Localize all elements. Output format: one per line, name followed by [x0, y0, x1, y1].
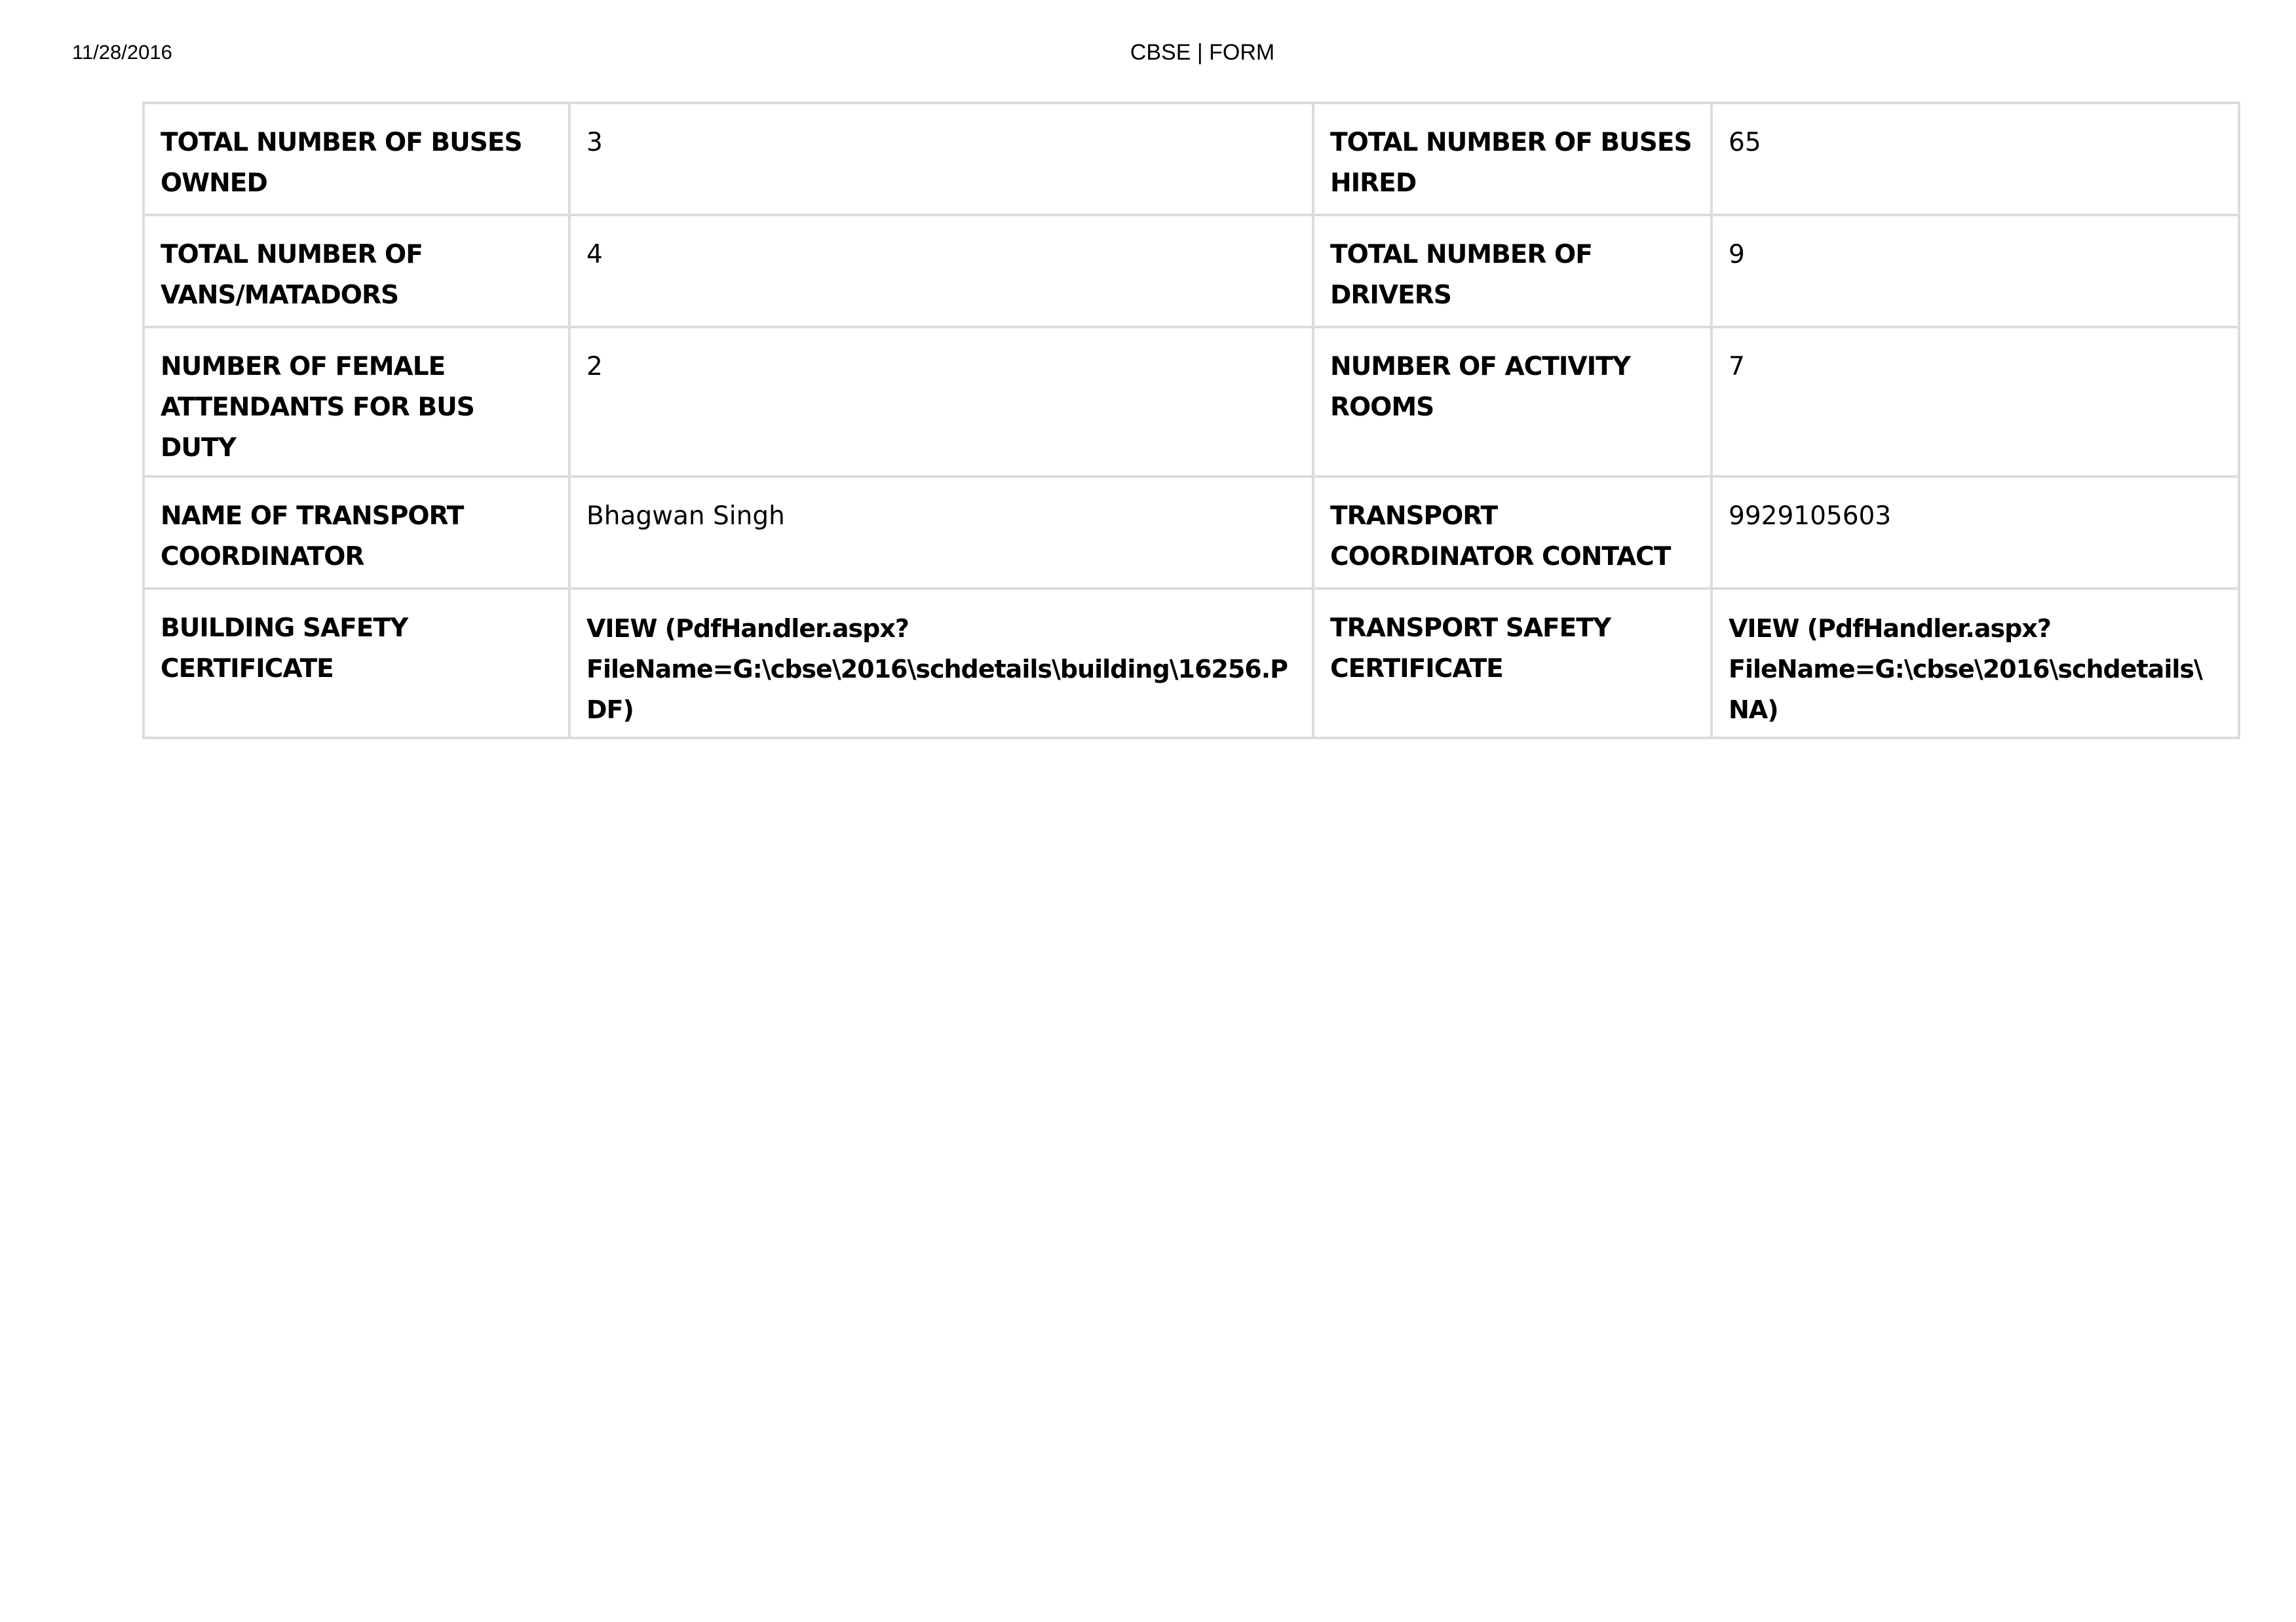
- table-row: [144, 215, 2239, 327]
- buses-owned-value: 3: [569, 103, 1313, 215]
- transport-coordinator-contact-label: TRANSPORT COORDINATOR CONTACT: [1313, 476, 1712, 589]
- transport-coordinator-contact-value: 9929105603: [1712, 476, 2239, 589]
- drivers-label: TOTAL NUMBER OF DRIVERS: [1313, 215, 1712, 327]
- activity-rooms-label: NUMBER OF ACTIVITY ROOMS: [1313, 327, 1712, 476]
- buses-hired-value: 65: [1712, 103, 2239, 215]
- transport-safety-certificate-link[interactable]: VIEW (PdfHandler.aspx?FileName=G:\cbse\2016\schdetails\NA): [1712, 589, 2239, 738]
- buses-hired-label: TOTAL NUMBER OF BUSES HIRED: [1313, 103, 1712, 215]
- building-safety-certificate-link[interactable]: VIEW (PdfHandler.aspx?FileName=G:\cbse\2016\schdetails\building\16256.PDF): [569, 589, 1313, 738]
- print-header: [0, 0, 2296, 105]
- female-attendants-label: NUMBER OF FEMALE ATTENDANTS FOR BUS DUTY: [144, 327, 569, 476]
- activity-rooms-value: 7: [1712, 327, 2239, 476]
- print-date: 11/28/2016: [72, 41, 172, 64]
- table-row: [144, 476, 2239, 589]
- vans-matadors-value: 4: [569, 215, 1313, 327]
- table-row: [144, 327, 2239, 476]
- female-attendants-value: 2: [569, 327, 1313, 476]
- page-title: CBSE | FORM: [1130, 40, 1275, 65]
- transport-coordinator-name-label: NAME OF TRANSPORT COORDINATOR: [144, 476, 569, 589]
- building-safety-certificate-label: BUILDING SAFETY CERTIFICATE: [144, 589, 569, 738]
- buses-owned-label: TOTAL NUMBER OF BUSES OWNED: [144, 103, 569, 215]
- table-row: [144, 589, 2239, 738]
- school-details-table: [142, 102, 2240, 739]
- drivers-value: 9: [1712, 215, 2239, 327]
- vans-matadors-label: TOTAL NUMBER OF VANS/MATADORS: [144, 215, 569, 327]
- transport-safety-certificate-label: TRANSPORT SAFETY CERTIFICATE: [1313, 589, 1712, 738]
- transport-coordinator-name-value: Bhagwan Singh: [569, 476, 1313, 589]
- table-row: [144, 103, 2239, 215]
